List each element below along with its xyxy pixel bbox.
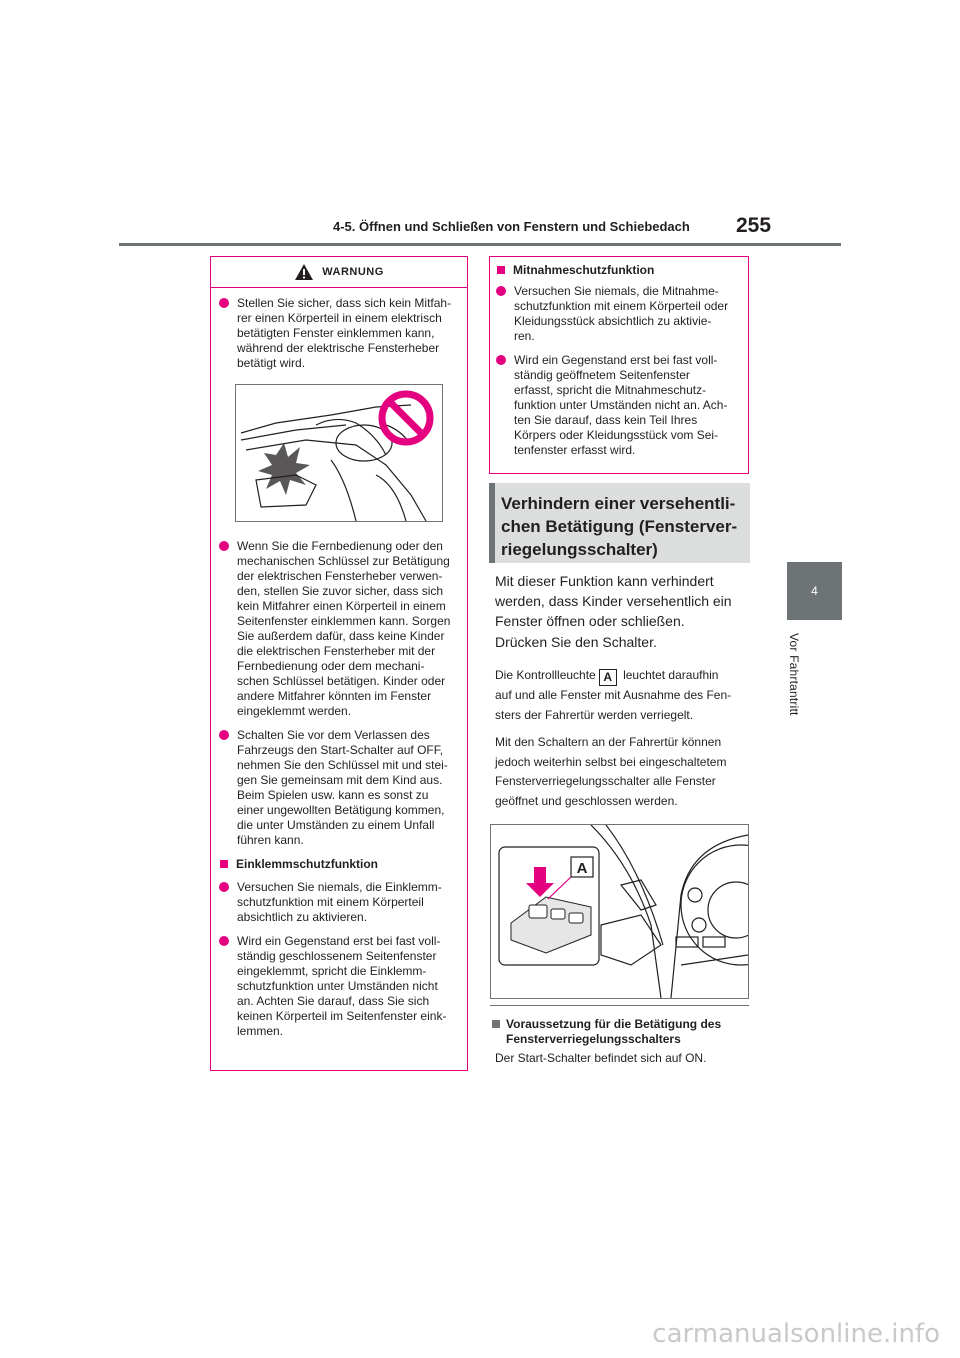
section-heading: Verhindern einer versehentli- chen Betätigung (Fensterver- riegelungsschalter) (489, 483, 750, 563)
pinch-burst (258, 443, 310, 495)
precondition-body: Der Start-Schalter befindet sich auf ON. (495, 1051, 707, 1065)
warning-heading-text: WARNUNG (322, 266, 384, 278)
section-intro: Mit dieser Funktion kann verhindert werden, dass Kinder versehentlich ein Fenster öffnen oder schließen. (495, 573, 732, 629)
warning-subheading: Einklemmschutzfunktion (219, 857, 457, 872)
precondition-heading: Voraussetzung für die Betätigung des Fensterverriegelungsschalters (492, 1017, 750, 1047)
section-instruction: Drücken Sie den Schalter. (495, 634, 657, 650)
warning-bullet: Wird ein Gegenstand erst bei fast voll- ständig geöffnetem Seitenfenster erfasst, spricht die Mitnahmeschutz- funktion unter Umständen nicht an. Ach- ten Sie darauf, dass kein Teil Ihres Körpers oder Kleidungsstück vom Sei- tenfenster erfasst wird. (496, 353, 738, 458)
chapter-label: Vor Fahrtantritt (787, 633, 801, 716)
warning-bullet: Schalten Sie vor dem Verlassen des Fahrzeugs den Start-Schalter auf OFF, nehmen Sie den Schlüssel mit und stei- gen Sie gemeinsam mit dem Kind aus. Beim Spielen usw. kann es sonst zu einer ungewollten Betätigung kommen, die unter Umständen zu einem Unfall führen kann. (219, 728, 457, 848)
warning-box (210, 256, 468, 1071)
warning-bullet: Wird ein Gegenstand erst bei fast voll- ständig geschlossenem Seitenfenster eingeklemmt, spricht die Einklemm- schutzfunktion unter Umständen nicht an. Achten Sie darauf, dass Sie sich keinen Körperteil im Seitenfenster eink- lemmen. (219, 934, 457, 1039)
header-title: 4-5. Öffnen und Schließen von Fenstern und Schiebedach (333, 219, 690, 234)
marker-a-label: A (599, 669, 617, 686)
warning-bullet: Wenn Sie die Fernbedienung oder den mechanischen Schlüssel zur Betätigung der elektrischen Fensterheber verwen- den, stellen Sie zuvor sicher, dass sich kein Mitfahrer einen Körperteil in einem Seitenfenster einklemmen kann. Sorgen Sie außerdem dafür, dass keine Kinder die elektrischen Fensterheber mit der Fernbedienung oder dem mechani- schen Schlüssel betätigen. Kinder oder andere Mitfahrer könnten im Fenster eingeklemmt werden. (219, 539, 457, 719)
car-interior-drawing (236, 385, 442, 521)
warning-box-continued (489, 256, 749, 474)
door-panel-drawing (491, 825, 748, 998)
chapter-number: 4 (811, 584, 818, 598)
chapter-tab (787, 562, 842, 620)
warning-bullet: Versuchen Sie niemals, die Einklemm- schutzfunktion mit einem Körperteil absichtlich zu aktivieren. (219, 880, 457, 925)
section-note-rest: auf und alle Fenster mit Ausnahme des Fen- sters der Fahrertür werden verriegelt. (495, 688, 732, 722)
warning-bullet: Stellen Sie sicher, dass sich kein Mitfah- rer einen Körperteil in einem elektrisch betätigten Fenster einklemmen kann, während der elektrische Fensterheber betätigt wird. (219, 296, 457, 371)
window-pinch-illustration (235, 384, 443, 522)
section-note-2: Mit den Schaltern an der Fahrertür können jedoch weiterhin selbst bei eingeschaltetem Fensterverriegelungsschalter alle Fenster geöffnet und geschlossen werden. (495, 735, 727, 808)
photo-marker-a: A (576, 860, 588, 877)
warning-subheading: Mitnahmeschutzfunktion (496, 263, 738, 278)
prohibition-sign (382, 394, 430, 442)
header-rule (119, 243, 841, 246)
warning-heading (211, 257, 467, 288)
photo-divider (490, 1005, 749, 1006)
watermark-text: carmanualsonline.info (652, 1319, 940, 1349)
window-lock-switch-illustration (490, 824, 749, 999)
section-note: Die Kontrollleuchte A leuchtet daraufhin (495, 668, 719, 684)
warning-triangle-icon (294, 263, 314, 281)
warning-bullet: Versuchen Sie niemals, die Mitnahme- schutzfunktion mit einem Körperteil oder Kleidungsstück absichtlich zu aktivie- ren. (496, 284, 738, 344)
page-number: 255 (736, 214, 772, 237)
